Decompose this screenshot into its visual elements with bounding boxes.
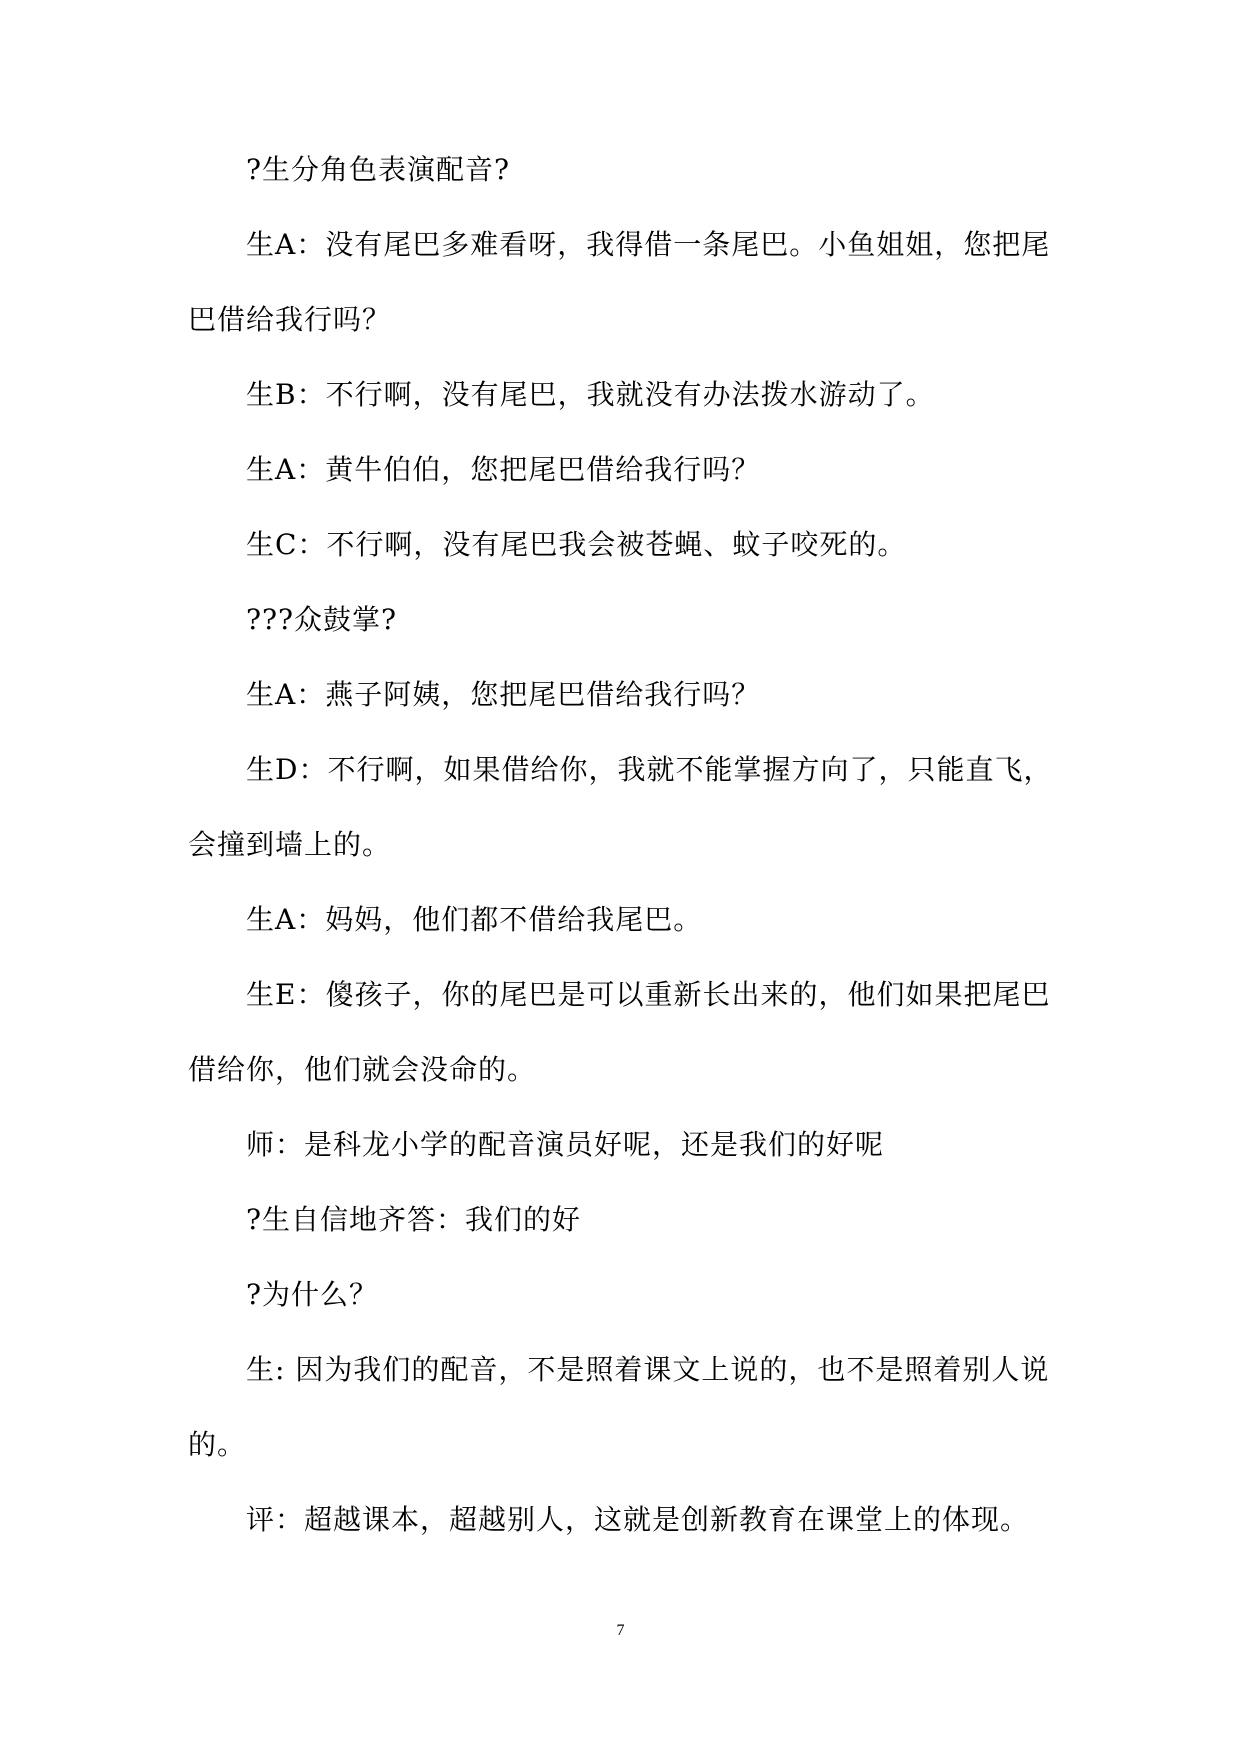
text-line: 的。 [188,1428,247,1461]
text-line: 评：超越课本，超越别人，这就是创新教育在课堂上的体现。 [246,1503,1030,1536]
text-line: 生E：傻孩子，你的尾巴是可以重新长出来的，他们如果把尾巴 [246,978,1051,1011]
text-line: ???众鼓掌? [246,603,398,636]
text-line: 生B：不行啊，没有尾巴，我就没有办法拨水游动了。 [246,378,935,411]
text-line: 生C：不行啊，没有尾巴我会被苍蝇、蚊子咬死的。 [246,528,907,561]
text-line: 巴借给我行吗？ [188,303,392,336]
text-line: 生: 因为我们的配音，不是照着课文上说的，也不是照着别人说 [246,1353,1050,1386]
text-line: 会撞到墙上的。 [188,828,392,861]
text-line: 生A：没有尾巴多难看呀，我得借一条尾巴。小鱼姐姐，您把尾 [246,228,1051,261]
text-line: 生D：不行啊，如果借给你，我就不能掌握方向了，只能直飞， [246,753,1053,786]
text-line: 借给你，他们就会没命的。 [188,1053,537,1086]
text-line: ?为什么？ [246,1278,379,1311]
text-line: 生A：黄牛伯伯，您把尾巴借给我行吗？ [246,453,761,486]
text-line: ?生自信地齐答：我们的好 [246,1203,582,1236]
text-line: 师：是科龙小学的配音演员好呢，还是我们的好呢 [246,1128,885,1161]
text-line: 生A：妈妈，他们都不借给我尾巴。 [246,903,703,936]
page-number: 7 [616,1622,625,1639]
text-line: ?生分角色表演配音? [246,153,511,186]
text-line: 生A：燕子阿姨，您把尾巴借给我行吗？ [246,678,761,711]
